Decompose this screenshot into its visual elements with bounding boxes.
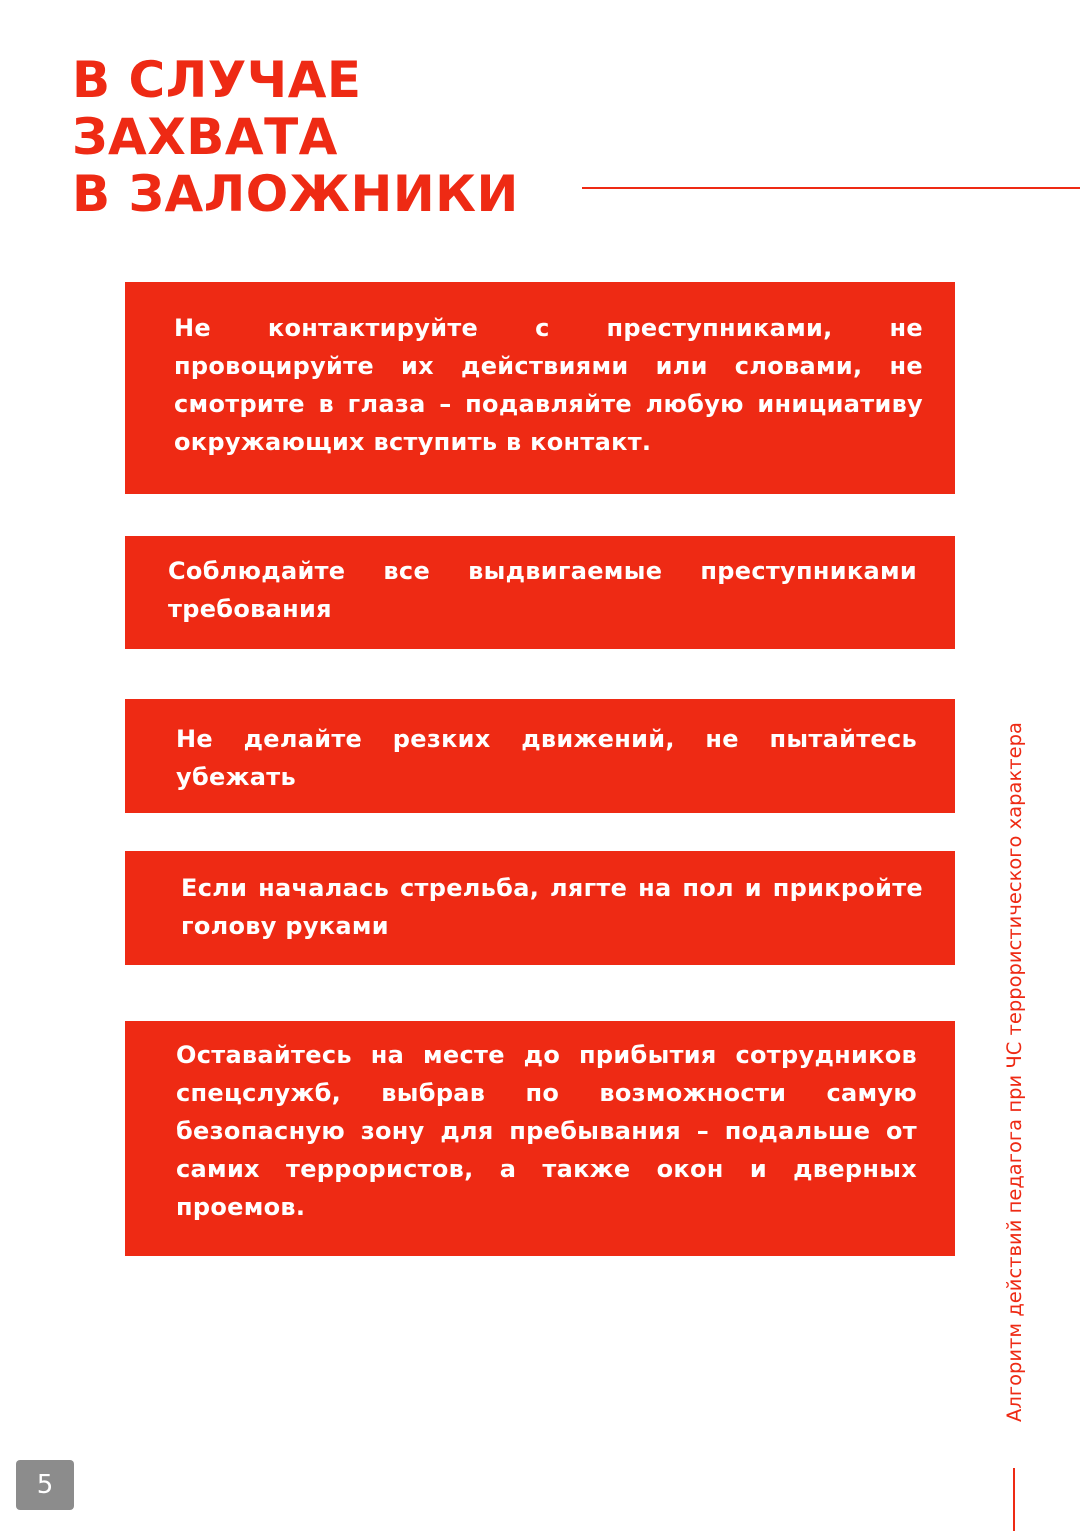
title-line-2: ЗАХВАТА xyxy=(72,108,338,166)
instruction-text: Оставайтесь на месте до прибытия сотрудников спецслужб, выбрав по возможности самую безопасную зону для пребывания – подальше от самих террористов, а также окон и дверных проемов. xyxy=(176,1041,917,1221)
instruction-card xyxy=(125,1021,955,1256)
instruction-card xyxy=(125,536,955,649)
sidebar-caption: Алгоритм действий педагога при ЧС террористического характера xyxy=(1003,722,1026,1422)
instruction-text: Не делайте резких движений, не пытайтесь убежать xyxy=(176,725,917,791)
instruction-card xyxy=(125,851,955,965)
page-number-badge: 5 xyxy=(16,1460,74,1510)
title-divider xyxy=(582,187,1080,189)
sidebar-divider xyxy=(1013,1468,1015,1531)
instruction-text: Если началась стрельба, лягте на пол и прикройте голову руками xyxy=(181,874,923,940)
instruction-card xyxy=(125,699,955,813)
instruction-text: Соблюдайте все выдвигаемые преступниками требования xyxy=(168,557,917,623)
title-line-3: В ЗАЛОЖНИКИ xyxy=(72,165,519,223)
page-title xyxy=(72,52,519,223)
instruction-card xyxy=(125,282,955,494)
instruction-text: Не контактируйте с преступниками, не провоцируйте их действиями или словами, не смотрите в глаза – подавляйте любую инициативу окружающих вступить в контакт. xyxy=(174,314,923,456)
title-line-1: В СЛУЧАЕ xyxy=(72,51,362,109)
